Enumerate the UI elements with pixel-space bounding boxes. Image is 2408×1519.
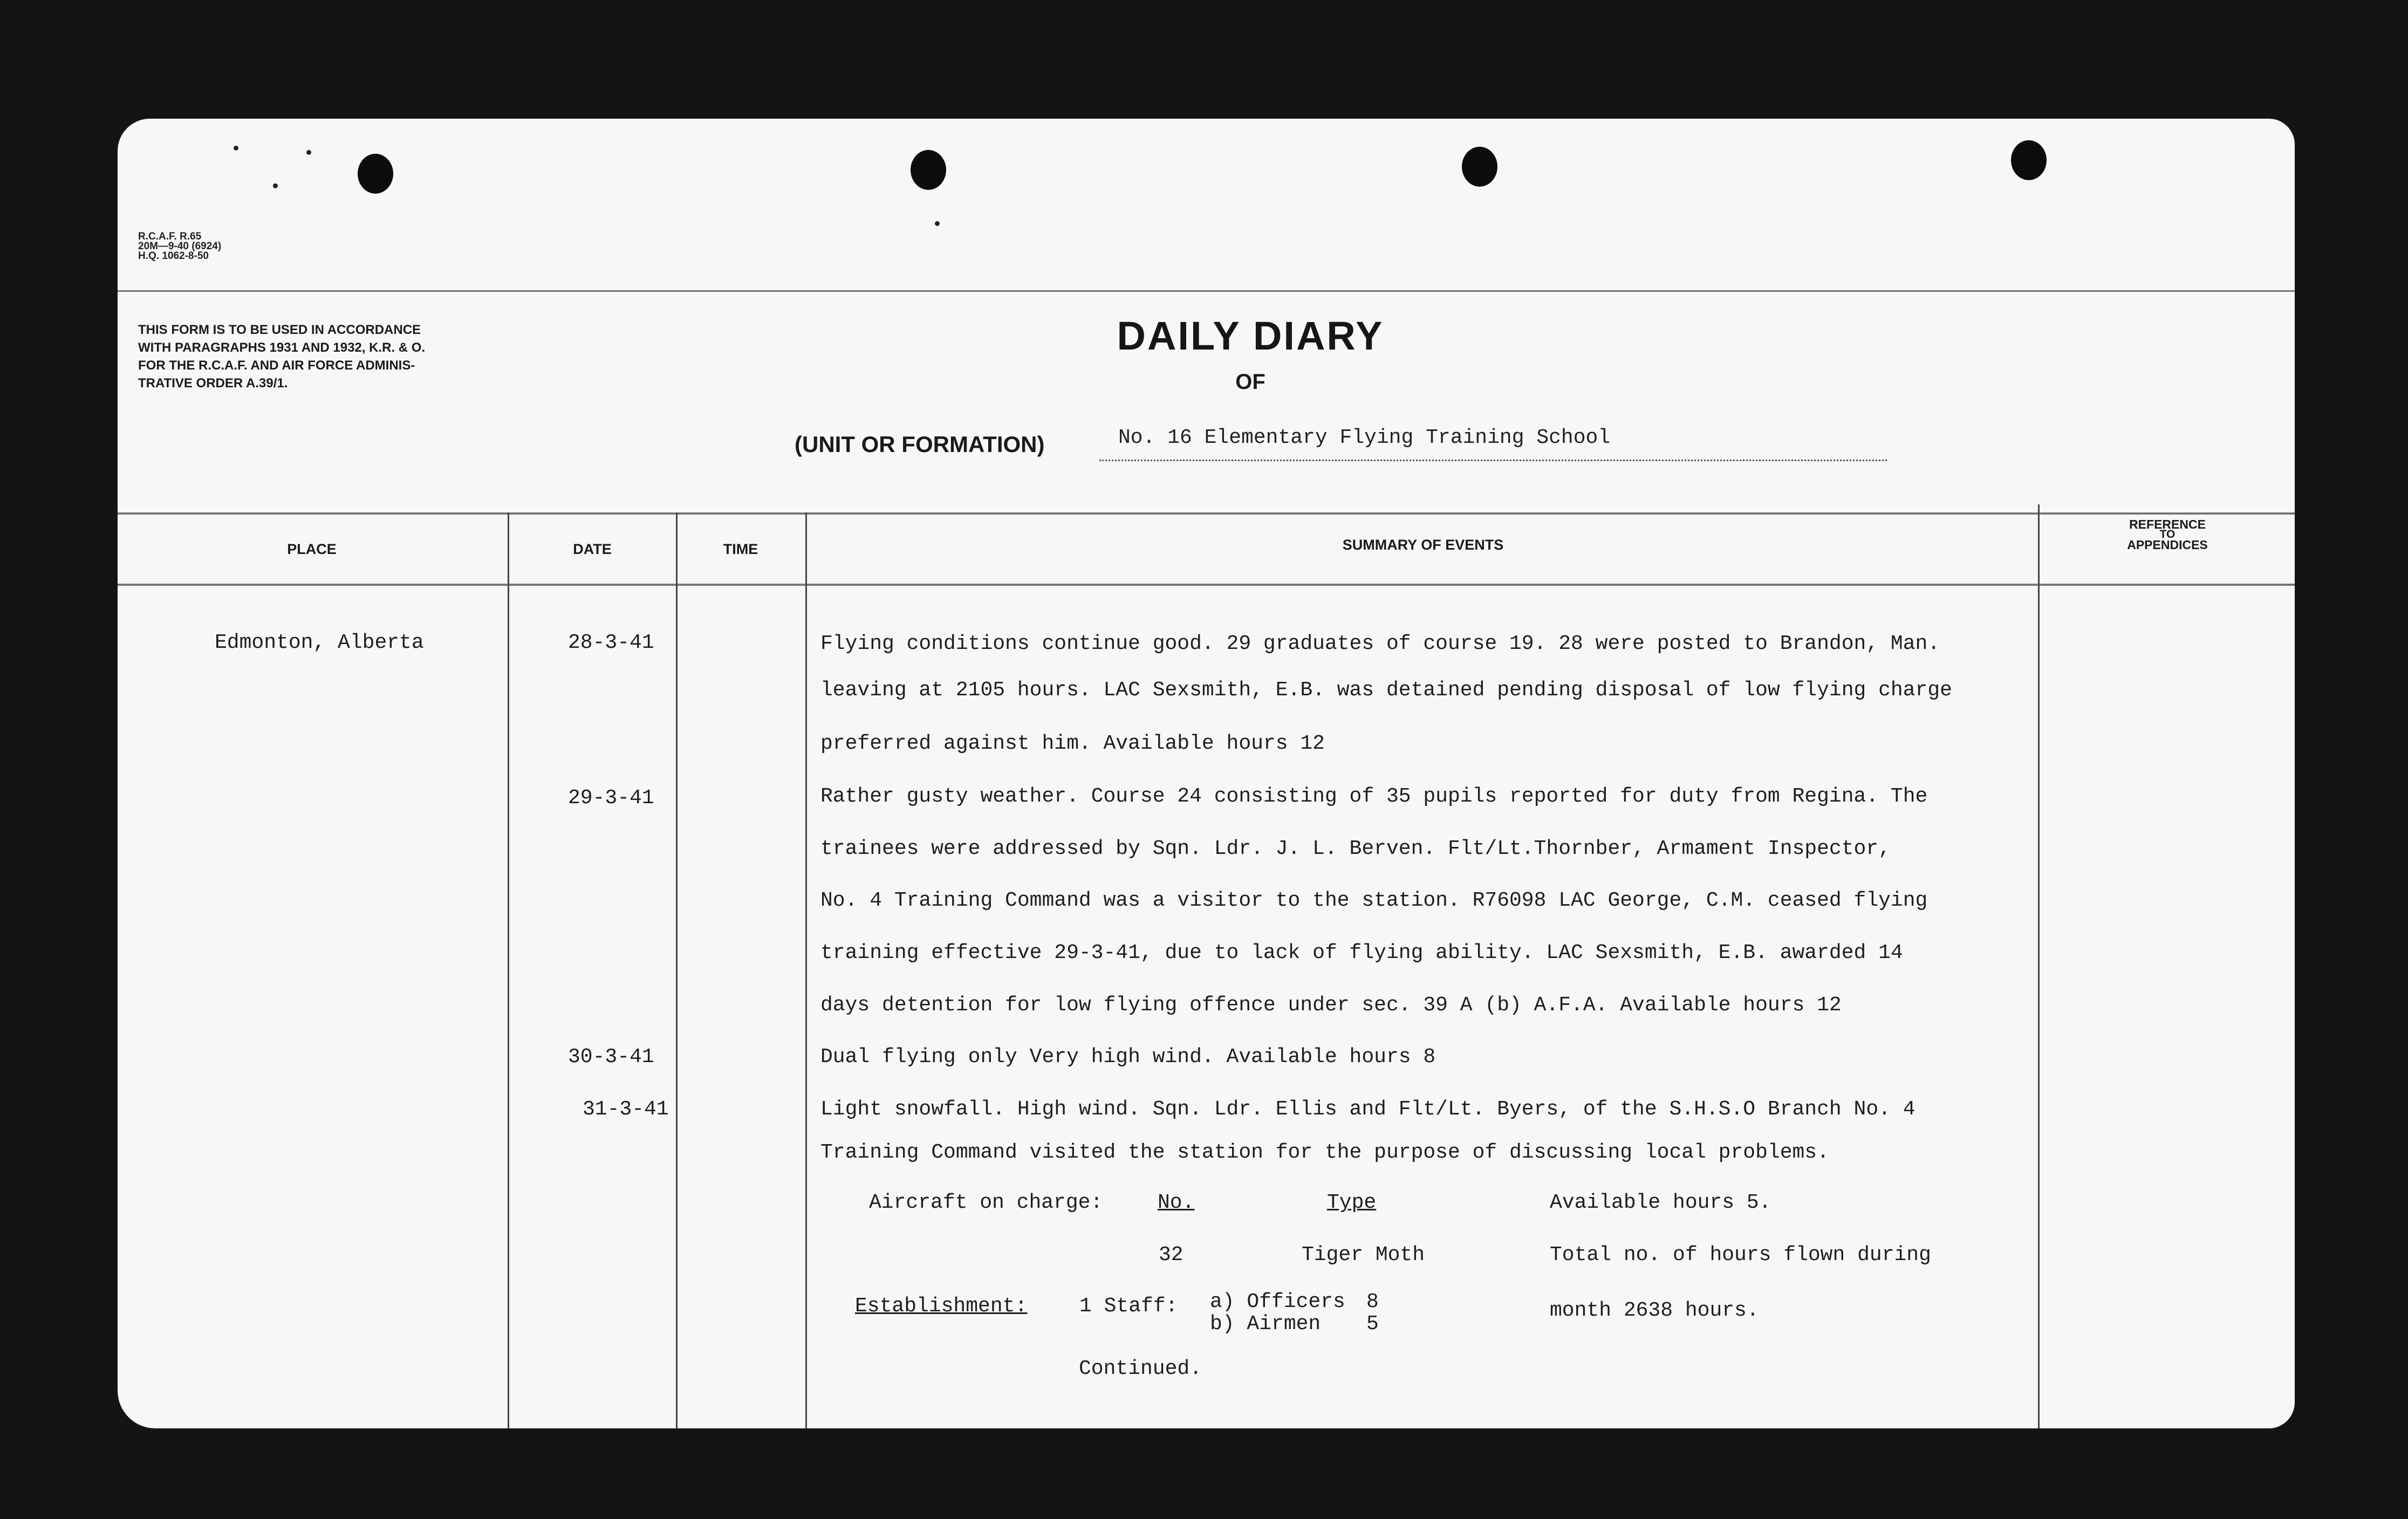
ink-speck xyxy=(273,183,278,188)
summary-line: Training Command visited the station for the purpose of discussing local problems. xyxy=(820,1141,1829,1164)
entry-date: 31-3-41 xyxy=(583,1098,669,1121)
punch-hole xyxy=(911,150,946,190)
aircraft-no-header: No. xyxy=(1158,1191,1195,1214)
unit-row xyxy=(795,426,1981,464)
punch-hole xyxy=(2011,140,2047,180)
column-header-date: DATE xyxy=(573,541,612,557)
column-divider xyxy=(508,512,509,1428)
summary-line: training effective 29-3-41, due to lack of flying ability. LAC Sexsmith, E.B. awarded 14 xyxy=(820,941,1903,964)
form-code: R.C.A.F. R.65 20M—9-40 (6924) H.Q. 1062-8-50 xyxy=(138,231,222,262)
establishment-officers: a) Officers xyxy=(1210,1290,1345,1313)
establishment-airmen-count: 5 xyxy=(1366,1312,1379,1336)
header-rule xyxy=(118,290,2295,292)
entry-date: 29-3-41 xyxy=(568,786,654,810)
total-hours-line: Total no. of hours flown during xyxy=(1550,1243,1931,1267)
column-header-place: PLACE xyxy=(287,541,337,557)
establishment-label: Establishment: xyxy=(855,1295,1028,1318)
summary-line: preferred against him. Available hours 12 xyxy=(820,732,1325,755)
aircraft-label: Aircraft on charge: xyxy=(869,1191,1103,1214)
column-header-time: TIME xyxy=(723,541,758,557)
establishment-officers-count: 8 xyxy=(1366,1290,1379,1313)
unit-label: (UNIT OR FORMATION) xyxy=(795,432,1045,457)
header-rule xyxy=(118,512,2295,515)
punch-hole xyxy=(358,154,393,194)
form-usage-note: THIS FORM IS TO BE USED IN ACCORDANCE WITH PARAGRAPHS 1931 AND 1932, K.R. & O. FOR THE R.C.A.F. AND AIR FORCE ADMINIS- TRATIVE ORDER A.39/1. xyxy=(138,323,426,391)
diary-sheet xyxy=(118,119,2295,1428)
page-title: DAILY DIARY xyxy=(1117,313,1384,358)
available-hours: Available hours 5. xyxy=(1550,1191,1771,1214)
establishment-airmen: b) Airmen xyxy=(1210,1312,1321,1336)
continued-note: Continued. xyxy=(1079,1357,1202,1380)
summary-line: No. 4 Training Command was a visitor to the station. R76098 LAC George, C.M. ceased flying xyxy=(820,889,1928,912)
column-divider xyxy=(805,512,807,1428)
entry-date: 30-3-41 xyxy=(568,1045,654,1069)
punch-hole xyxy=(1462,147,1497,187)
ink-speck xyxy=(935,221,940,226)
unit-value: No. 16 Elementary Flying Training School xyxy=(1118,426,1611,449)
aircraft-no-value: 32 xyxy=(1159,1243,1184,1267)
column-header-summary: SUMMARY OF EVENTS xyxy=(1342,537,1504,553)
column-divider xyxy=(676,512,678,1428)
summary-line: days detention for low flying offence under sec. 39 A (b) A.F.A. Available hours 12 xyxy=(820,994,1842,1017)
ink-speck xyxy=(234,146,238,150)
unit-dotted-line xyxy=(1099,460,1887,461)
column-divider xyxy=(2038,504,2040,1428)
summary-line: Light snowfall. High wind. Sqn. Ldr. Ellis and Flt/Lt. Byers, of the S.H.S.O Branch No. 4 xyxy=(820,1098,1916,1121)
summary-line: Flying conditions continue good. 29 graduates of course 19. 28 were posted to Brandon, Man. xyxy=(820,632,1940,655)
entry-place: Edmonton, Alberta xyxy=(215,631,424,654)
aircraft-type-header: Type xyxy=(1327,1191,1377,1214)
summary-line: leaving at 2105 hours. LAC Sexsmith, E.B. was detained pending disposal of low flying charge xyxy=(820,679,1952,702)
column-head-rule xyxy=(118,584,2295,586)
aircraft-type-value: Tiger Moth xyxy=(1302,1243,1425,1267)
of-label: OF xyxy=(1235,370,1265,394)
summary-line: Rather gusty weather. Course 24 consisting of 35 pupils reported for duty from Regina. The xyxy=(820,785,1928,808)
entry-date: 28-3-41 xyxy=(568,631,654,654)
summary-line: Dual flying only Very high wind. Available hours 8 xyxy=(820,1045,1436,1069)
summary-line: trainees were addressed by Sqn. Ldr. J. L. Berven. Flt/Lt.Thornber, Armament Inspector, xyxy=(820,837,1891,860)
column-header-reference: REFERENCE TO APPENDICES xyxy=(2127,517,2208,552)
ink-speck xyxy=(306,150,311,155)
total-hours-line: month 2638 hours. xyxy=(1550,1299,1759,1322)
establishment-staff: 1 Staff: xyxy=(1079,1295,1178,1318)
